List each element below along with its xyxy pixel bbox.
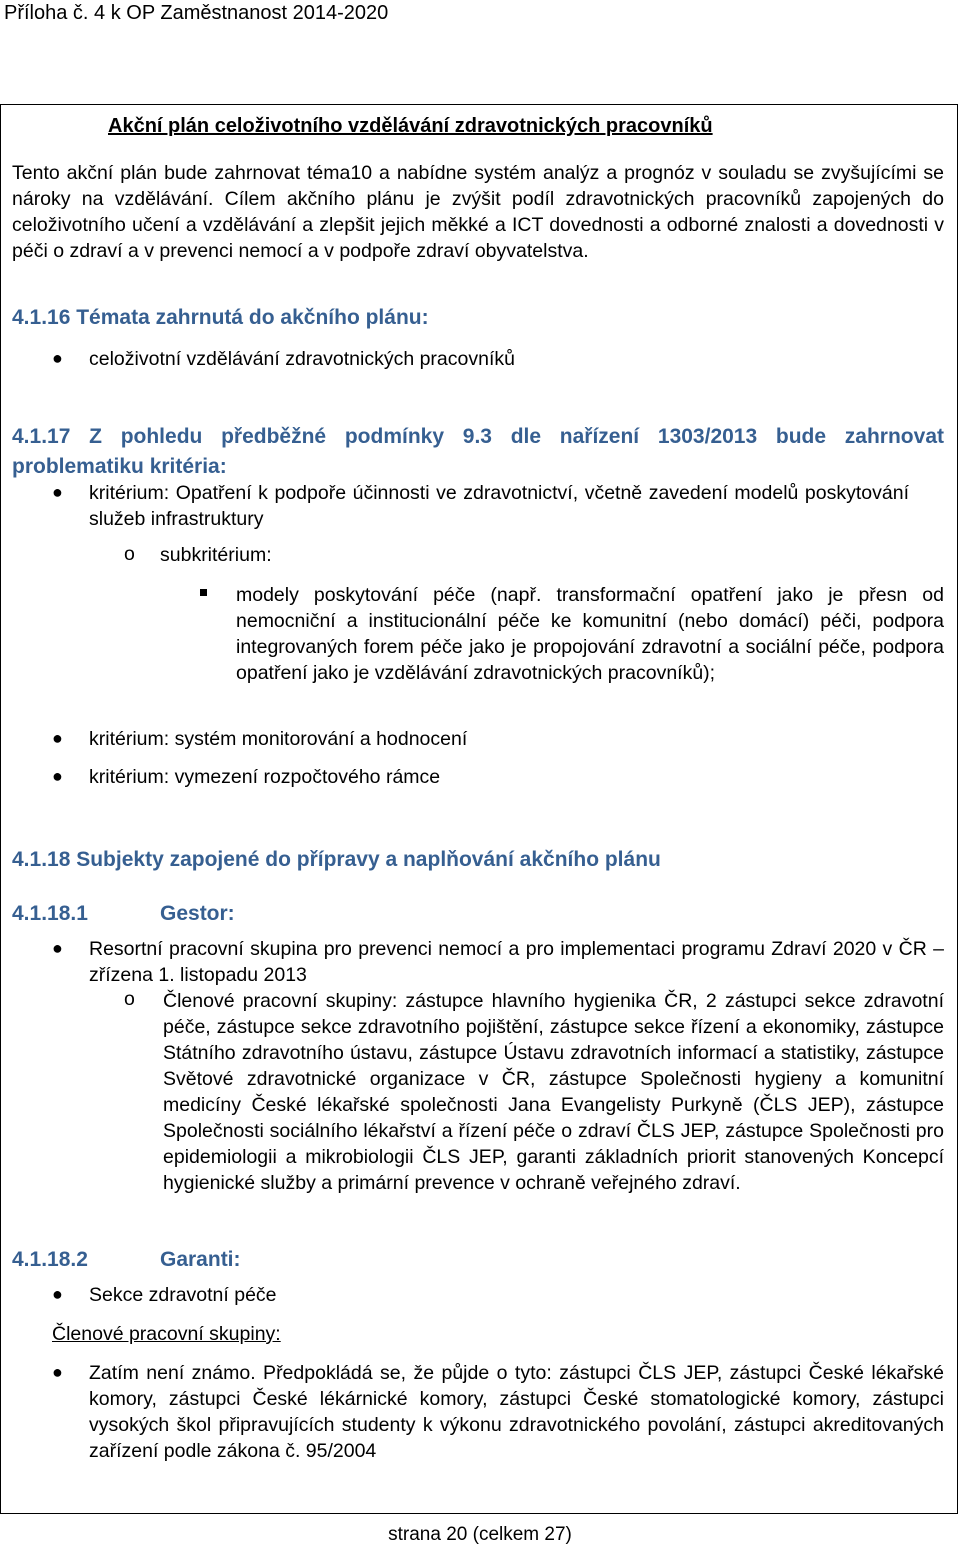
square-bullet-icon [200, 589, 207, 596]
page-header: Příloha č. 4 k OP Zaměstnanost 2014-2020 [4, 2, 389, 24]
subcriterion-label: subkritérium: [160, 544, 272, 566]
bullet-icon: ● [52, 348, 63, 368]
bullet-icon: ● [52, 728, 63, 748]
bullet-icon: ● [52, 938, 63, 958]
members-item: Zatím není známo. Předpokládá se, že půjde o tyto: zástupci ČLS JEP, zástupci České lékařské komory, zástupci České lékárnické komory, zástupci České stomatologické komory, zástupci vysokých škol připravujících studenty k výkonu zdravotnického povolání, zástupci akreditovaných zařízení podle zákona č. 95/2004 [89, 1362, 944, 1462]
heading-garanti-label: Garanti: [160, 1248, 241, 1271]
intro-paragraph: Tento akční plán bude zahrnovat téma10 a nabídne systém analýz a prognóz v souladu se zvyšujícími se nároky na vzdělávání. Cílem akčního plánu je zvýšit podíl zdravotnických pracovníků zapojených do celoživotního učení a vzdělávání a zlepšit jejich měkké a ICT dovednosti a odborné znalosti a dovednosti v péči o zdraví a v prevenci nemocí a v podpoře zdraví obyvatelstva. [12, 162, 944, 262]
criterion-1: kritérium: Opatření k podpoře účinnosti ve zdravotnictví, včetně zavedení modelů poskytování služeb infrastruktury [89, 482, 909, 530]
heading-gestor-number: 4.1.18.1 [12, 902, 88, 925]
bullet-icon: ● [52, 766, 63, 786]
heading-4-1-16: 4.1.16 Témata zahrnutá do akčního plánu: [12, 306, 429, 329]
subcriterion-item: modely poskytování péče (např. transformační opatření jako je přesn od nemocniční a institucionální péče ke komunitní (nebo domácí) péči, podpora integrovaných forem péče jako je propojování zdravotní a sociální péče, podpora opatření jako je vzdělávání zdravotnických pracovníků); [236, 584, 944, 684]
heading-4-1-18: 4.1.18 Subjekty zapojené do přípravy a naplňování akčního plánu [12, 848, 661, 871]
document-title: Akční plán celoživotního vzdělávání zdravotnických pracovníků [108, 115, 713, 137]
members-label: Členové pracovní skupiny: [52, 1323, 281, 1345]
gestor-item: Resortní pracovní skupina pro prevenci nemocí a pro implementaci programu Zdraví 2020 v ČR – zřízena 1. listopadu 2013 [89, 938, 944, 986]
heading-gestor-label: Gestor: [160, 902, 235, 925]
bullet-icon: ● [52, 482, 63, 502]
page-footer: strana 20 (celkem 27) [388, 1524, 572, 1545]
garanti-item: Sekce zdravotní péče [89, 1284, 277, 1306]
circle-bullet-icon: o [124, 988, 135, 1010]
heading-garanti-number: 4.1.18.2 [12, 1248, 88, 1271]
bullet-icon: ● [52, 1284, 63, 1304]
heading-4-1-17: 4.1.17 Z pohledu předběžné podmínky 9.3 dle nařízení 1303/2013 bude zahrnovat problematiku kritéria: [12, 425, 944, 478]
gestor-members: Členové pracovní skupiny: zástupce hlavního hygienika ČR, 2 zástupci sekce zdravotní péče, zástupce sekce zdravotního pojištění, zástupce sekce řízení a ekonomiky, zástupce Státního zdravotního ústavu, zástupce Ústavu zdravotních informací a statistiky, zástupce Světové zdravotnické organizace v ČR, zástupce Společnosti hygieny a komunitní medicíny České lékařské společnosti Jana Evangelisty Purkyně (ČLS JEP), zástupce Společnosti sociálního lékařství a řízení péče o zdraví ČLS JEP, zástupce Společnosti pro epidemiologii a mikrobiologii ČLS JEP, garanti základních priorit stanovených Koncepcí hygienické služby a primární prevence v ochraně veřejného zdraví. [163, 990, 944, 1194]
criterion-3: kritérium: vymezení rozpočtového rámce [89, 766, 441, 788]
topic-item: celoživotní vzdělávání zdravotnických pracovníků [89, 348, 515, 370]
circle-bullet-icon: o [124, 543, 135, 565]
criterion-2: kritérium: systém monitorování a hodnocení [89, 728, 468, 750]
bullet-icon: ● [52, 1362, 63, 1382]
